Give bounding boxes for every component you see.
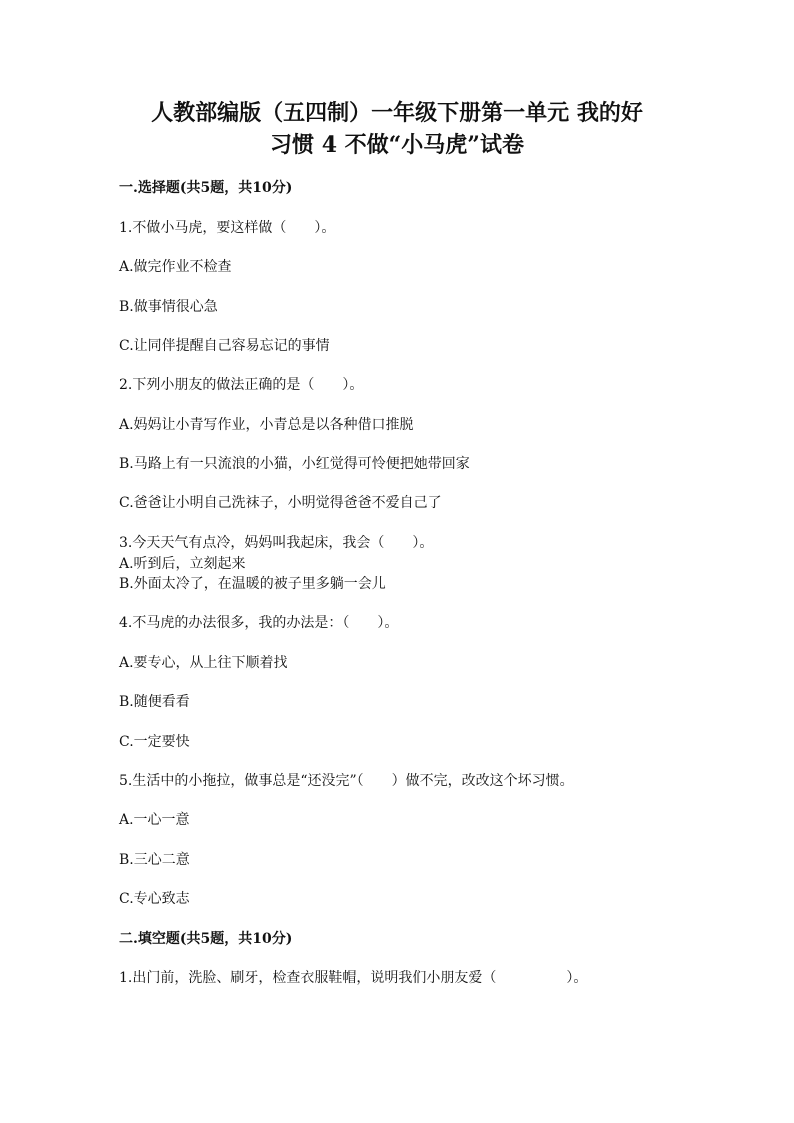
question-1-stem: 1.不做小马虎，要这样做（ ）。 — [119, 220, 336, 236]
section-heading-fill-in-blank: 二.填空题(共5题，共10分) — [119, 931, 293, 947]
question-5-option-a: A.一心一意 — [119, 812, 190, 828]
question-5-option-b: B.三心二意 — [119, 852, 190, 868]
question-2-option-a: A.妈妈让小青写作业，小青总是以各种借口推脱 — [119, 417, 414, 433]
question-3-option-b: B.外面太冷了，在温暖的被子里多躺一会儿 — [119, 576, 386, 592]
question-5-stem: 5.生活中的小拖拉，做事总是“还没完”（ ）做不完，改改这个坏习惯。 — [119, 773, 574, 789]
document-title-line-1: 人教部编版（五四制）一年级下册第一单元 我的好 — [151, 100, 643, 126]
question-1-option-c: C.让同伴提醒自己容易忘记的事情 — [119, 338, 330, 354]
question-2-stem: 2.下列小朋友的做法正确的是（ ）。 — [119, 377, 364, 393]
document-title-line-2: 习惯 4 不做“小马虎”试卷 — [270, 132, 524, 158]
fill-question-1-stem: 1.出门前，洗脸、刷牙，检查衣服鞋帽，说明我们小朋友爱（ ）。 — [119, 970, 588, 986]
question-1-option-b: B.做事情很心急 — [119, 299, 218, 315]
question-4-stem: 4.不马虎的办法很多，我的办法是：（ ）。 — [119, 615, 399, 631]
question-3-option-a: A.听到后，立刻起来 — [119, 556, 246, 572]
question-4-option-c: C.一定要快 — [119, 734, 190, 750]
question-1-option-a: A.做完作业不检查 — [119, 259, 232, 275]
section-heading-multiple-choice: 一.选择题(共5题，共10分) — [119, 180, 293, 196]
question-2-option-c: C.爸爸让小明自己洗袜子，小明觉得爸爸不爱自己了 — [119, 495, 442, 511]
question-5-option-c: C.专心致志 — [119, 891, 190, 907]
question-4-option-a: A.要专心，从上往下顺着找 — [119, 655, 288, 671]
question-3-stem: 3.今天天气有点冷，妈妈叫我起床，我会（ ）。 — [119, 535, 434, 551]
question-2-option-b: B.马路上有一只流浪的小猫，小红觉得可怜便把她带回家 — [119, 456, 470, 472]
question-4-option-b: B.随便看看 — [119, 694, 190, 710]
